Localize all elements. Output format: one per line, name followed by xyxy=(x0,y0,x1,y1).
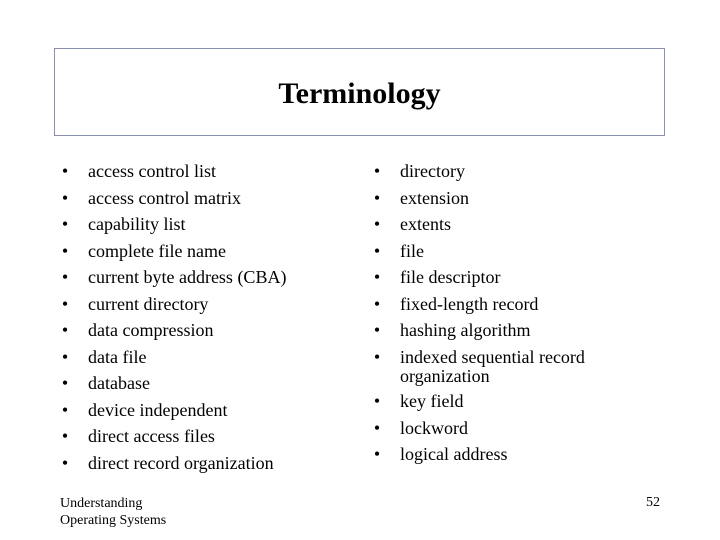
list-item xyxy=(58,423,348,450)
bullet-icon: • xyxy=(373,267,381,287)
list-item xyxy=(370,185,660,212)
bullet-icon: • xyxy=(61,267,69,287)
term-label: hashing algorithm xyxy=(400,320,531,340)
bullet-icon: • xyxy=(61,452,69,473)
bullet-icon: • xyxy=(61,161,69,181)
bullet-icon: • xyxy=(373,293,381,314)
term-label: fixed-length record xyxy=(400,293,539,314)
term-label: current byte address (CBA) xyxy=(88,267,287,287)
bullet-icon: • xyxy=(61,187,69,208)
list-item xyxy=(58,450,348,477)
list-item xyxy=(370,441,660,468)
bullet-icon: • xyxy=(373,187,381,208)
list-item xyxy=(370,317,660,344)
terms-list-right xyxy=(370,158,660,468)
footer-line-1: Understanding xyxy=(60,496,143,511)
bullet-icon: • xyxy=(61,346,69,367)
list-item xyxy=(370,415,660,442)
bullet-icon: • xyxy=(61,293,69,314)
term-label: access control list xyxy=(88,161,216,181)
term-label: data file xyxy=(88,346,147,367)
term-label: direct access files xyxy=(88,426,215,446)
bullet-icon: • xyxy=(373,346,381,367)
footer-source xyxy=(60,495,166,529)
bullet-icon: • xyxy=(61,214,69,234)
page-number: 52 xyxy=(646,495,660,510)
list-item xyxy=(370,158,660,185)
slide-title: Terminology xyxy=(278,77,441,110)
bullet-icon: • xyxy=(373,161,381,181)
bullet-icon: • xyxy=(61,399,69,420)
list-item xyxy=(58,211,348,238)
term-label: access control matrix xyxy=(88,187,241,208)
term-label: extents xyxy=(400,214,451,234)
term-label: complete file name xyxy=(88,240,226,261)
term-label: capability list xyxy=(88,214,186,234)
term-label: indexed sequential record xyxy=(400,346,585,367)
list-item xyxy=(370,344,660,389)
term-label: logical address xyxy=(400,444,508,464)
term-label: direct record organization xyxy=(88,452,274,473)
bullet-icon: • xyxy=(373,214,381,234)
bullet-icon: • xyxy=(373,320,381,340)
list-item xyxy=(370,211,660,238)
list-item xyxy=(58,344,348,371)
term-label: database xyxy=(88,373,150,393)
list-item xyxy=(58,238,348,265)
bullet-icon: • xyxy=(373,240,381,261)
bullet-icon: • xyxy=(61,240,69,261)
term-label-continuation: organization xyxy=(400,366,490,386)
list-item xyxy=(370,388,660,415)
term-label: directory xyxy=(400,161,465,181)
list-item xyxy=(58,158,348,185)
term-label: lockword xyxy=(400,417,468,438)
bullet-icon: • xyxy=(61,373,69,393)
term-label: data compression xyxy=(88,320,214,340)
footer-line-2: Operating Systems xyxy=(60,513,167,528)
bullet-icon: • xyxy=(373,417,381,438)
list-item xyxy=(58,317,348,344)
term-label: key field xyxy=(400,391,464,411)
bullet-icon: • xyxy=(61,320,69,340)
list-item xyxy=(58,291,348,318)
list-item xyxy=(58,370,348,397)
bullet-icon: • xyxy=(373,444,381,464)
list-item xyxy=(58,397,348,424)
list-item xyxy=(58,185,348,212)
list-item xyxy=(58,264,348,291)
list-item xyxy=(370,291,660,318)
list-item xyxy=(370,238,660,265)
title-box xyxy=(54,48,665,136)
list-item xyxy=(370,264,660,291)
bullet-icon: • xyxy=(61,426,69,446)
term-label: extension xyxy=(400,187,469,208)
bullet-icon: • xyxy=(373,391,381,411)
term-label: file xyxy=(400,240,424,261)
terms-list-left xyxy=(58,158,348,476)
term-label: file descriptor xyxy=(400,267,501,287)
term-label: device independent xyxy=(88,399,228,420)
term-label: current directory xyxy=(88,293,209,314)
